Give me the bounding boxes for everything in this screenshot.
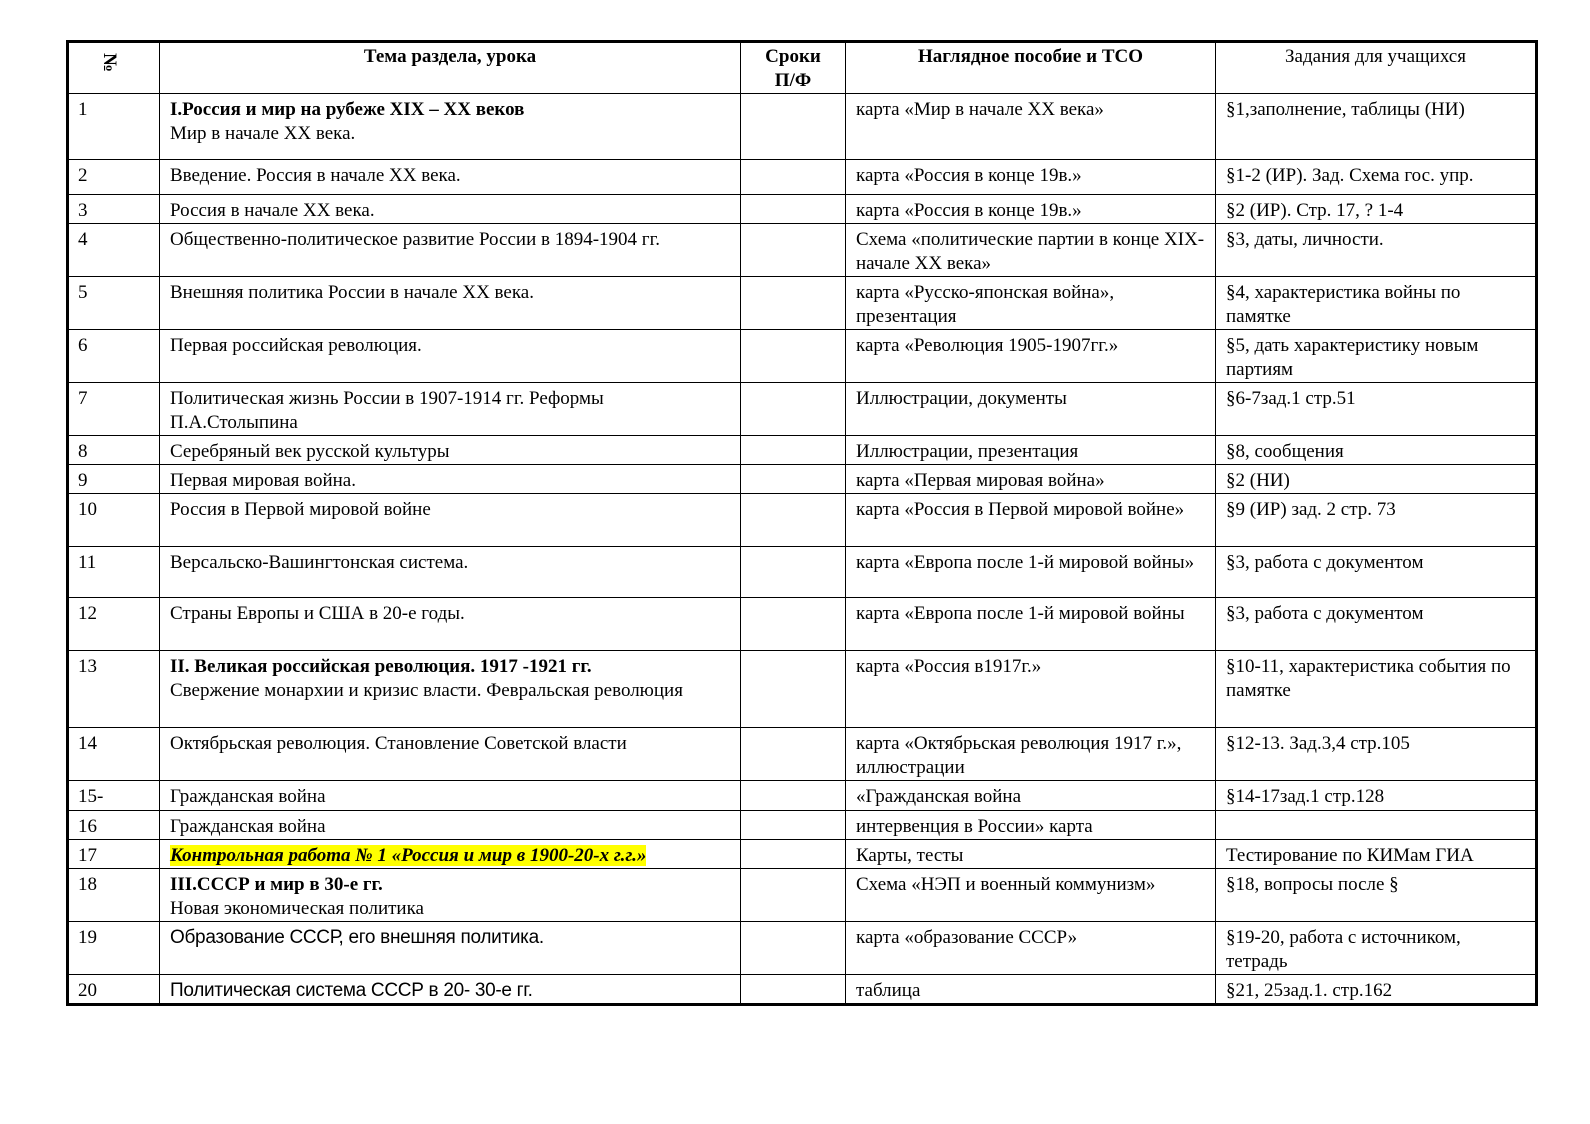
row-number: 12 [68, 598, 160, 651]
row-aid: «Гражданская война [846, 781, 1216, 811]
row-number: 2 [68, 160, 160, 195]
table-row [68, 728, 1537, 781]
row-task: §8, сообщения [1216, 436, 1537, 465]
row-dates [741, 781, 846, 811]
row-task: §1-2 (ИР). Зад. Схема гос. упр. [1216, 160, 1537, 195]
row-topic [160, 840, 741, 869]
row-dates [741, 224, 846, 277]
row-topic: Серебряный век русской культуры [160, 436, 741, 465]
row-aid: карта «Европа после 1-й мировой войны» [846, 547, 1216, 598]
table-row [68, 922, 1537, 975]
row-aid: карта «Первая мировая война» [846, 465, 1216, 494]
row-number: 7 [68, 383, 160, 436]
table-row [68, 651, 1537, 728]
row-task: §3, работа с документом [1216, 547, 1537, 598]
row-topic: Внешняя политика России в начале XX века. [160, 277, 741, 330]
row-topic-text: Свержение монархии и кризис власти. Февральская революция [170, 680, 683, 701]
row-dates [741, 330, 846, 383]
header-dates-line1: Сроки [765, 46, 821, 67]
table-row [68, 224, 1537, 277]
row-number: 11 [68, 547, 160, 598]
row-topic: Октябрьская революция. Становление Советской власти [160, 728, 741, 781]
row-number: 8 [68, 436, 160, 465]
row-number: 14 [68, 728, 160, 781]
row-aid: карта «Россия в Первой мировой войне» [846, 494, 1216, 547]
row-aid: карта «Россия в1917г.» [846, 651, 1216, 728]
row-aid: карта «Русско-японская война», презентация [846, 277, 1216, 330]
row-aid: Иллюстрации, документы [846, 383, 1216, 436]
row-aid: карта «Революция 1905-1907гг.» [846, 330, 1216, 383]
row-dates [741, 465, 846, 494]
row-aid: карта «Мир в начале XX века» [846, 94, 1216, 160]
row-dates [741, 922, 846, 975]
row-task: §14-17зад.1 стр.128 [1216, 781, 1537, 811]
row-number: 13 [68, 651, 160, 728]
row-dates [741, 383, 846, 436]
section-heading: II. Великая российская революция. 1917 -1921 гг. [170, 656, 592, 677]
table-header-row [68, 42, 1537, 94]
row-number: 10 [68, 494, 160, 547]
row-task: §6-7зад.1 стр.51 [1216, 383, 1537, 436]
table-row [68, 598, 1537, 651]
row-number: 19 [68, 922, 160, 975]
row-dates [741, 160, 846, 195]
row-dates [741, 195, 846, 224]
row-task: §3, работа с документом [1216, 598, 1537, 651]
row-dates [741, 651, 846, 728]
row-topic: Введение. Россия в начале XX века. [160, 160, 741, 195]
row-aid: карта «Европа после 1-й мировой войны [846, 598, 1216, 651]
row-dates [741, 728, 846, 781]
row-topic [160, 651, 741, 728]
row-dates [741, 975, 846, 1005]
row-aid: карта «Россия в конце 19в.» [846, 195, 1216, 224]
row-number: 17 [68, 840, 160, 869]
row-task: §19-20, работа с источником, тетрадь [1216, 922, 1537, 975]
row-number: 18 [68, 869, 160, 922]
table-row [68, 465, 1537, 494]
row-task: §3, даты, личности. [1216, 224, 1537, 277]
table-row [68, 160, 1537, 195]
row-dates [741, 811, 846, 840]
row-number: 1 [68, 94, 160, 160]
row-topic: Первая мировая война. [160, 465, 741, 494]
row-aid: карта «Октябрьская революция 1917 г.», иллюстрации [846, 728, 1216, 781]
row-topic: Политическая жизнь России в 1907-1914 гг. Реформы П.А.Столыпина [160, 383, 741, 436]
row-topic: Россия в начале XX века. [160, 195, 741, 224]
row-number: 20 [68, 975, 160, 1005]
row-task: §10-11, характеристика события по памятке [1216, 651, 1537, 728]
table-row [68, 547, 1537, 598]
section-heading: III.СССР и мир в 30-е гг. [170, 874, 383, 895]
header-aids: Наглядное пособие и ТСО [846, 42, 1216, 94]
row-task: §21, 25зад.1. стр.162 [1216, 975, 1537, 1005]
section-heading: I.Россия и мир на рубеже XIX – XX веков [170, 99, 525, 120]
header-dates-line2: П/Ф [774, 70, 812, 91]
table-row [68, 781, 1537, 811]
row-topic: Общественно-политическое развитие России в 1894-1904 гг. [160, 224, 741, 277]
row-topic: Образование СССР, его внешняя политика. [160, 922, 741, 975]
row-dates [741, 494, 846, 547]
row-dates [741, 94, 846, 160]
table-row [68, 277, 1537, 330]
row-aid: Схема «политические партии в конце XIX- начале XX века» [846, 224, 1216, 277]
header-tasks: Задания для учащихся [1216, 42, 1537, 94]
table-row [68, 330, 1537, 383]
table-row [68, 869, 1537, 922]
row-number: 4 [68, 224, 160, 277]
control-work-highlight: Контрольная работа № 1 «Россия и мир в 1900-20-х г.г.» [170, 845, 647, 866]
header-topic: Тема раздела, урока [160, 42, 741, 94]
row-task: §4, характеристика войны по памятке [1216, 277, 1537, 330]
row-topic: Гражданская война [160, 811, 741, 840]
row-number: 6 [68, 330, 160, 383]
row-aid: карта «Россия в конце 19в.» [846, 160, 1216, 195]
row-aid: Иллюстрации, презентация [846, 436, 1216, 465]
table-row [68, 494, 1537, 547]
table-row [68, 811, 1537, 840]
row-number: 9 [68, 465, 160, 494]
row-aid: карта «образование СССР» [846, 922, 1216, 975]
row-task: §9 (ИР) зад. 2 стр. 73 [1216, 494, 1537, 547]
row-number: 3 [68, 195, 160, 224]
row-topic: Гражданская война [160, 781, 741, 811]
row-number: 16 [68, 811, 160, 840]
row-topic-text: Мир в начале XX века. [170, 123, 356, 144]
row-topic [160, 94, 741, 160]
row-topic: Россия в Первой мировой войне [160, 494, 741, 547]
row-task: Тестирование по КИМам ГИА [1216, 840, 1537, 869]
row-dates [741, 436, 846, 465]
row-topic: Политическая система СССР в 20- 30-е гг. [160, 975, 741, 1005]
table-row [68, 436, 1537, 465]
row-topic: Страны Европы и США в 20-е годы. [160, 598, 741, 651]
row-dates [741, 598, 846, 651]
row-aid: интервенция в России» карта [846, 811, 1216, 840]
row-aid: таблица [846, 975, 1216, 1005]
table-row [68, 94, 1537, 160]
row-task: §5, дать характеристику новым партиям [1216, 330, 1537, 383]
row-topic-text: Новая экономическая политика [170, 898, 424, 919]
header-number: № [68, 42, 160, 94]
row-number: 15- [68, 781, 160, 811]
row-task: §2 (ИР). Стр. 17, ? 1-4 [1216, 195, 1537, 224]
row-task: §1,заполнение, таблицы (НИ) [1216, 94, 1537, 160]
row-dates [741, 277, 846, 330]
table-row [68, 975, 1537, 1005]
lesson-plan-table [66, 40, 1538, 1006]
row-task: §2 (НИ) [1216, 465, 1537, 494]
header-dates [741, 42, 846, 94]
table-row [68, 383, 1537, 436]
row-dates [741, 869, 846, 922]
row-dates [741, 840, 846, 869]
table-row [68, 195, 1537, 224]
row-task: §12-13. Зад.3,4 стр.105 [1216, 728, 1537, 781]
row-dates [741, 547, 846, 598]
row-topic: Версальско-Вашингтонская система. [160, 547, 741, 598]
row-aid: Карты, тесты [846, 840, 1216, 869]
table-row [68, 840, 1537, 869]
row-aid: Схема «НЭП и военный коммунизм» [846, 869, 1216, 922]
row-number: 5 [68, 277, 160, 330]
row-topic [160, 869, 741, 922]
row-task: §18, вопросы после § [1216, 869, 1537, 922]
row-task [1216, 811, 1537, 840]
row-topic: Первая российская революция. [160, 330, 741, 383]
